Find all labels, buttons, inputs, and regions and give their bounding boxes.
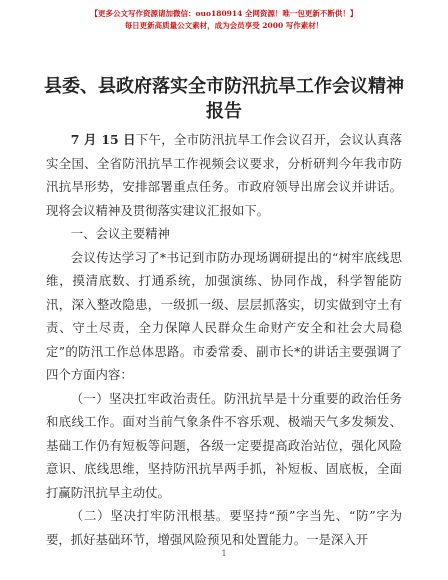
title-line1: 县委、县政府落实全市防汛抗旱工作会议精神	[44, 76, 404, 97]
point-paragraph-1: （一）坚决扛牢政治责任。防汛抗旱是十分重要的政治任务和底线工作。面对当前气象条件不容乐观、极端天气多发频发、基础工作仍有短板等问题，各级一定要提高政治站位，强化风险意识、底线思维，坚持防汛抗旱两手抓，补短板、固底板，全面打赢防汛抗旱主动仗。	[46, 390, 402, 500]
meeting-date: 7 月 15 日	[70, 132, 136, 147]
promo-banner	[0, 8, 448, 32]
point-paragraph-2: （二）坚决打牢防汛根基。要坚持“预”字当先、“防”字为要，抓好基础环节，增强风险预见和处置能力。一是深入开	[46, 508, 402, 547]
promo-banner-line1: 【更多公文写作资源请加微信：ouo180914 全网资源！唯一包更新不断供！】	[90, 9, 358, 18]
section-paragraph: 会议传达学习了*书记到市防办现场调研提出的“树牢底线思维，摸清底数、打通系统，加强演练、协同作战，科学智能防汛，深入整改隐患，一级抓一级、层层抓落实，切实做到守土有责、守土尽责，全力保障人民群众生命财产安全和社会大局稳定”的防汛工作总体思路。市委常委、副市长*的讲话主要强调了四个方面内容：	[46, 249, 402, 382]
section-heading: 一、会议主要精神	[70, 226, 170, 241]
document-title	[20, 74, 428, 124]
page-number: 1	[221, 549, 227, 558]
intro-text: 下午，全市防汛抗旱工作会议召开，会议认真落实全国、全省防汛抗旱工作视频会议要求，分析研判今年我市防汛抗旱形势，安排部署重点任务。市政府领导出席会议并讲话。现将会议精神及贯彻落实建议汇报如下。	[46, 132, 403, 218]
promo-banner-line2: 每日更新高质量公文素材，成为会员享受 2000 写作素材！	[124, 21, 324, 30]
document-body	[46, 128, 402, 551]
intro-paragraph	[46, 128, 402, 222]
title-line2: 报告	[206, 101, 242, 122]
